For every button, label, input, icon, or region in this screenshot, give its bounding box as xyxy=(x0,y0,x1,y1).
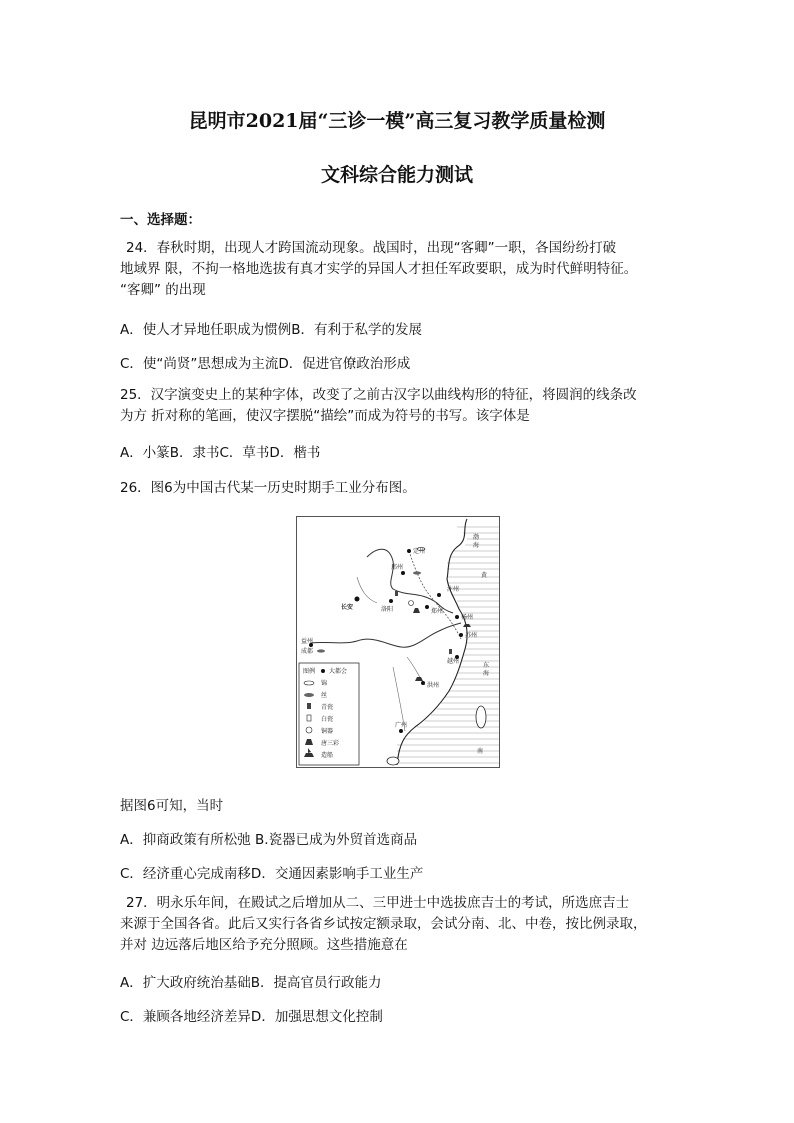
city-dot-bianzhou xyxy=(437,593,441,597)
q25-stem-line2: 为方 折对称的笔画，使汉字摆脱“描绘”而成为符号的书写。该字体是 xyxy=(120,408,530,424)
exam-title-line1: 昆明市2021届“三诊一模”高三复习教学质量检测 xyxy=(188,110,606,132)
legend-item-silk: 丝 xyxy=(321,692,328,699)
taiwan-island xyxy=(476,706,486,728)
q24-stem-line1: 24．春秋时期，出现人才跨国流动现象。战国时，出现“客卿”一职，各国纷纷打破 xyxy=(126,240,617,256)
map-label-xingzhou: 邢州 xyxy=(391,564,404,571)
map-label-yangzhou: 扬州 xyxy=(461,614,474,621)
sea-label-5: 海 xyxy=(483,670,490,677)
legend-item-celadon: 青瓷 xyxy=(321,704,334,711)
q24-stem-line2: 地域界 限，不拘一格地选拔有真才实学的异国人才担任军政要职，成为时代鲜明特征。 xyxy=(120,261,638,277)
city-dot-suzhou xyxy=(459,633,463,637)
map-figure xyxy=(297,517,499,767)
wei-river xyxy=(357,577,377,603)
legend-item-brocade: 锦 xyxy=(321,680,328,687)
section-heading: 一、选择题： xyxy=(120,212,201,228)
map-label-yizhou: 益州 xyxy=(301,638,314,645)
legend-item-shipbuilding: 造船 xyxy=(321,752,334,759)
q26-stem: 26．图6为中国古代某一历史时期手工业分布图。 xyxy=(120,480,416,496)
city-dot-zhengzhou xyxy=(425,605,429,609)
q24-options-ab: A．使人才异地任职成为惯例B．有利于私学的发展 xyxy=(120,322,422,338)
q24-stem-line3: “客卿” 的出现 xyxy=(120,282,206,298)
sea-label-3: 黄 xyxy=(481,572,488,579)
q24-stem xyxy=(120,238,686,301)
legend-item-tri-colored: 唐三彩 xyxy=(321,740,340,747)
legend-item-white-porcelain: 白瓷 xyxy=(321,716,334,723)
q27-stem xyxy=(120,893,686,956)
yangtze-river xyxy=(311,623,461,647)
sea-label-4: 东 xyxy=(483,662,490,669)
city-dot-changan xyxy=(355,597,360,602)
map-legend xyxy=(299,663,359,765)
legend-item-metropolis: 大都会 xyxy=(329,668,348,675)
q27-stem-line3: 并对 边远落后地区给予充分照顾。这些措施意在 xyxy=(120,937,408,953)
q27-stem-line1: 27．明永乐年间，在殿试之后增加从二、三甲进士中选拔庶吉士的考试，所选庶吉士 xyxy=(126,895,630,911)
map-label-bianzhou: 汴州 xyxy=(447,586,460,593)
city-dot-yangzhou xyxy=(455,615,459,619)
sea-hatching xyxy=(397,527,499,763)
yellow-river xyxy=(367,549,453,613)
legend-item-bronze: 铜器 xyxy=(321,728,334,735)
city-dot-luoyang xyxy=(389,599,393,603)
map-label-dingzhou: 定州 xyxy=(413,548,426,555)
map-label-suzhou: 苏州 xyxy=(465,632,478,639)
q27-options-ab: A．扩大政府统治基础B．提高官员行政能力 xyxy=(120,975,382,991)
q27-stem-line2: 来源于全国各省。此后又实行各省乡试按定额录取，会试分南、北、中卷，按比例录取， xyxy=(120,916,647,932)
coastline xyxy=(397,519,467,765)
map-label-zhengzhou: 郑州 xyxy=(431,608,444,615)
map-label-luoyang: 洛阳 xyxy=(381,606,394,613)
map-label-guangzhou: 广州 xyxy=(395,722,408,729)
q26-map-conclusion: 据图6可知，当时 xyxy=(120,798,224,814)
q25-stem-line1: 25．汉字演变史上的某种字体，改变了之前古汉字以曲线构形的特征，将圆润的线条改 xyxy=(120,387,637,403)
handicraft-distribution-map xyxy=(296,516,500,768)
city-dot-hongzhou xyxy=(421,681,425,685)
q27-options-cd: C．兼顾各地经济差异D．加强思想文化控制 xyxy=(120,1009,383,1025)
city-dot-guangzhou xyxy=(399,729,403,733)
city-dot-xingzhou xyxy=(401,571,405,575)
sea-label-1: 渤 xyxy=(473,534,480,541)
q26-options-ab: A．抑商政策有所松弛 B.瓷器已成为外贸首选商品 xyxy=(120,832,418,848)
sea-label-6: 南 xyxy=(477,748,484,755)
map-label-hongzhou: 洪州 xyxy=(427,682,440,689)
q26-options-cd: C．经济重心完成南移D．交通因素影响手工业生产 xyxy=(120,866,424,882)
q25-options: A．小篆B．隶书C．草书D．楷书 xyxy=(120,445,321,461)
q24-options-cd: C．使“尚贤”思想成为主流D．促进官僚政治形成 xyxy=(120,356,411,372)
map-label-yuezhou: 越州 xyxy=(447,658,460,665)
exam-title-line2: 文科综合能力测试 xyxy=(320,164,473,186)
sea-label-2: 海 xyxy=(473,542,480,549)
city-dot-dingzhou xyxy=(407,549,411,553)
map-label-chengdu: 成都 xyxy=(301,648,314,655)
map-label-changan: 长安 xyxy=(341,604,354,611)
hainan-island xyxy=(387,757,399,765)
q25-stem xyxy=(120,385,686,427)
legend-title: 图例 xyxy=(303,668,316,675)
